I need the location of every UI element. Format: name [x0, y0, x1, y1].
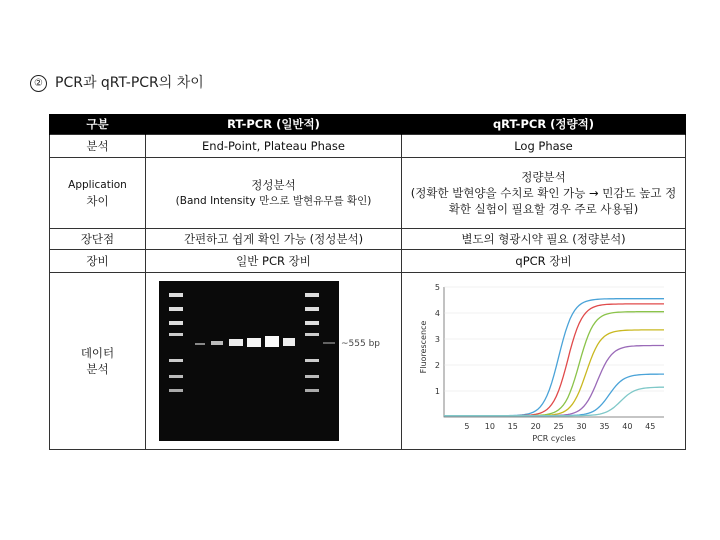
qpcr-x-tick-label: 35: [598, 422, 610, 431]
section-number: ②: [30, 75, 47, 92]
qpcr-x-tick-label: 15: [507, 422, 518, 431]
table-row-data: [50, 273, 686, 450]
gel-image: [159, 281, 389, 441]
application-label-bottom: 차이: [86, 194, 109, 208]
qpcr-x-tick-label: 45: [644, 422, 655, 431]
application-q-line2: (정확한 발현양을 수치로 확인 가능 → 민감도 높고 정확한 실험이 필요할 경우 주로 사용됨): [410, 186, 677, 216]
application-rt: [146, 158, 402, 229]
application-rt-line2: (Band Intensity 만으로 발현유무를 확인): [175, 195, 372, 207]
section-heading: [30, 72, 204, 92]
equipment-rt: 일반 PCR 장비: [146, 250, 402, 273]
data-label-top: 데이터: [80, 346, 115, 360]
analysis-q: Log Phase: [402, 135, 686, 158]
section-title: PCR과 qRT-PCR의 차이: [55, 75, 204, 91]
qpcr-x-tick-label: 30: [575, 422, 587, 431]
qpcr-y-tick-label: 4: [434, 309, 440, 318]
qpcr-axes: [444, 287, 664, 417]
proscons-rt: 간편하고 쉽게 확인 가능 (정성분석): [146, 229, 402, 250]
table-header-row: [50, 114, 686, 135]
table-row-analysis: [50, 135, 686, 158]
data-label-bottom: 분석: [86, 362, 109, 376]
qpcr-y-tick-label: 1: [434, 387, 440, 396]
qpcr-y-tick-label: 5: [434, 283, 440, 292]
qpcr-y-tick-label: 3: [434, 335, 440, 344]
application-label-top: Application: [68, 179, 127, 191]
header-rt-pcr: RT-PCR (일반적): [146, 114, 402, 135]
header-qrt-pcr: qRT-PCR (정량적): [402, 114, 686, 135]
row-label-analysis: 분석: [50, 135, 146, 158]
row-label-equipment: 장비: [50, 250, 146, 273]
qpcr-amplification-curve-5: [444, 346, 664, 416]
qpcr-chart: [414, 277, 674, 445]
application-q: [402, 158, 686, 229]
row-label-proscons: 장단점: [50, 229, 146, 250]
table-row-equipment: [50, 250, 686, 273]
qpcr-y-tick-label: 2: [434, 361, 440, 370]
qpcr-x-tick-label: 10: [484, 422, 495, 431]
proscons-q: 별도의 형광시약 필요 (정량분석): [402, 229, 686, 250]
gel-cell: [146, 273, 402, 450]
analysis-rt: End-Point, Plateau Phase: [146, 135, 402, 158]
qpcr-x-tick-label: 5: [463, 422, 469, 431]
application-rt-line1: 정성분석: [251, 178, 296, 192]
comparison-table: [49, 114, 686, 450]
table-row-application: [50, 158, 686, 229]
qpcr-amplification-curve-6: [444, 374, 664, 416]
qpcr-amplification-curve-1: [444, 299, 664, 416]
application-q-line1: 정량분석: [521, 170, 566, 184]
qpcr-x-axis-label: PCR cycles: [531, 434, 576, 443]
qpcr-x-tick-label: 40: [621, 422, 632, 431]
row-label-data: [50, 273, 146, 450]
qpcr-y-axis-label: Fluorescence: [418, 320, 428, 374]
band-size-label: ~555 bp: [340, 339, 380, 349]
equipment-q: qPCR 장비: [402, 250, 686, 273]
row-label-application: [50, 158, 146, 229]
qpcr-amplification-curve-2: [444, 304, 664, 416]
qpcr-cell: [402, 273, 686, 450]
qpcr-x-tick-label: 20: [530, 422, 541, 431]
header-category: 구분: [50, 114, 146, 135]
table-row-proscons: [50, 229, 686, 250]
qpcr-x-tick-label: 25: [552, 422, 564, 431]
